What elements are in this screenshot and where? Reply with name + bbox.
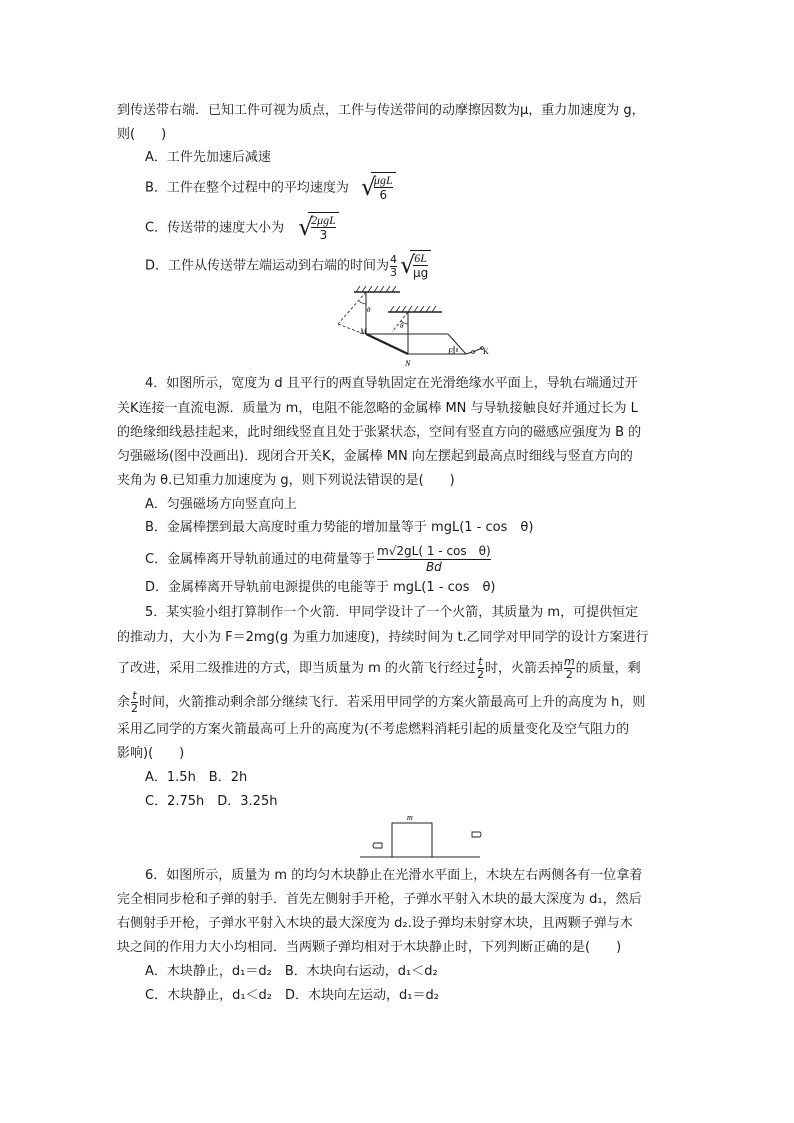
q5-line-1: 5．某实验小组打算制作一个火箭．甲同学设计了一个火箭，其质量为 m，可提供恒定 (145, 605, 639, 620)
q3-b-den: 6 (374, 187, 393, 202)
q4-c-frac (377, 544, 491, 575)
q5-line-4b: 时间，火箭推动剩余部分继续飞行．若采用甲同学的方案火箭最高可上升的高度为 h，则 (139, 695, 646, 710)
q5-options-ab: A．1.5h B．2h (145, 770, 248, 785)
fig2-label-m: m (407, 813, 413, 822)
q3-option-d (145, 250, 431, 282)
right-bullet-icon (472, 832, 481, 837)
q6-line-2: 完全相同步枪和子弹的射手．首先左侧射手开枪，子弹水平射入木块的最大深度为 d₁，然后 (117, 892, 642, 907)
fig1-theta-2: θ (400, 322, 404, 330)
q3-d-num: 6L (414, 251, 427, 265)
q4-line-1: 4．如图所示，宽度为 d 且平行的两直导轨固定在光滑绝缘水平面上，导轨右端通过开 (145, 376, 638, 391)
q4-option-c (145, 544, 492, 575)
q5-line-6: 影响)( ) (117, 746, 185, 761)
fig1-label-n: N (405, 359, 411, 368)
q5-line-3 (117, 656, 641, 681)
q6-options-ab: A．木块静止，d₁＝d₂ B．木块向右运动，d₁＜d₂ (145, 964, 438, 979)
q4-line-3: 的绝缘细线悬挂起来，此时细线竖直且处于张紧状态，空间有竖直方向的磁感应强度为 B 的 (117, 425, 642, 440)
q5-frac-m-half: $\frac{m}{2}$ (563, 655, 575, 681)
fig1-label-m: M (360, 327, 367, 336)
q3-option-d-text: D．工件从传送带左端运动到右端的时间为 (145, 258, 390, 274)
q3-d-den: μg (413, 266, 429, 280)
fig1-label-k: K (483, 347, 489, 356)
q5-frac-t-half-2: $\frac{t}{2}$ (131, 689, 139, 715)
q3-option-a: A．工件先加速后减速 (145, 150, 271, 165)
q3-c-num: 2μgL (311, 213, 336, 227)
q5-line-4a: 余 (117, 695, 131, 710)
q6-line-3: 右侧射手开枪，子弹水平射入木块的最大深度为 d₂.设子弹均未射穿木块，且两颗子弹与木 (117, 916, 633, 931)
intro-line-1: 到传送带右端．已知工件可视为质点，工件与传送带间的动摩擦因数为μ，重力加速度为 g， (117, 103, 645, 118)
q5-line-5: 采用乙同学的方案火箭最高可上升的高度为(不考虑燃料消耗引起的质量变化及空气阻力的 (117, 722, 630, 737)
q4-option-a: A．匀强磁场方向竖直向上 (145, 497, 297, 512)
q5-line-3c: 的质量，剩 (575, 661, 641, 676)
q4-line-2: 关K连接一直流电源．质量为 m，电阻不能忽略的金属棒 MN 与导轨接触良好并通过长为 L (117, 401, 638, 416)
q5-options-cd: C．2.75h D．3.25h (145, 794, 278, 809)
q3-c-sqrt: √ 2μgL 3 (298, 212, 339, 244)
q4-option-b: B．金属棒摆到最大高度时重力势能的增加量等于 mgL(1 - cos θ) (145, 520, 534, 535)
q6-line-4: 块之间的作用力大小均相同．当两颗子弹均相对于木块静止时，下列判断正确的是( ) (117, 940, 622, 955)
q3-d-coef: $\frac{4}{3}$ (390, 252, 398, 279)
q6-line-1: 6．如图所示，质量为 m 的均匀木块静止在光滑水平面上，木块左右两侧各有一位拿着 (145, 868, 643, 883)
q5-line-3b: 时，火箭丢掉 (484, 661, 563, 676)
q3-b-num: μgL (373, 173, 393, 187)
left-bullet-icon (373, 843, 382, 848)
figure-block-bullets (360, 812, 490, 862)
q3-c-den: 3 (311, 227, 336, 242)
q4-line-5: 夹角为 θ.已知重力加速度为 g，则下列说法错误的是( ) (117, 473, 455, 488)
intro-line-2: 则( ) (117, 127, 167, 142)
q4-c-den: Bd (377, 559, 491, 575)
figure-rail-pendulum (330, 282, 500, 372)
q4-c-num: m√2gL( 1 - cos θ) (377, 544, 491, 558)
q3-option-c (145, 212, 339, 244)
q5-line-2: 的推动力，大小为 F＝2mg(g 为重力加速度)，持续时间为 t.乙同学对甲同学的设计方案进行 (117, 630, 649, 645)
q4-option-c-text: C．金属棒离开导轨前通过的电荷量等于 (145, 552, 376, 567)
fig1-label-e: E (448, 347, 453, 356)
q3-option-c-text: C．传送带的速度大小为 (145, 220, 285, 236)
q5-line-4 (117, 690, 645, 715)
q6-options-cd: C．木块静止，d₁＜d₂ D．木块向左运动，d₁＝d₂ (145, 988, 439, 1003)
q3-d-sqrt: √ $\frac{6L}{\mu g}$ (400, 250, 431, 282)
q5-line-3a: 了改进，采用二级推进的方式，即当质量为 m 的火箭飞行经过 (117, 661, 476, 676)
q4-option-d: D．金属棒离开导轨前电源提供的电能等于 mgL(1 - cos θ) (145, 580, 496, 595)
q5-frac-t-half: $\frac{t}{2}$ (476, 655, 484, 681)
q3-b-sqrt: √ μgL 6 (361, 172, 396, 204)
q4-line-4: 匀强磁场(图中没画出)．现闭合开关K，金属棒 MN 向左摆起到最高点时细线与竖直方向的 (117, 449, 633, 464)
q3-option-b-text: B．工件在整个过程中的平均速度为 (145, 180, 349, 196)
q3-option-b (145, 172, 396, 204)
fig1-theta-1: θ (367, 306, 371, 314)
